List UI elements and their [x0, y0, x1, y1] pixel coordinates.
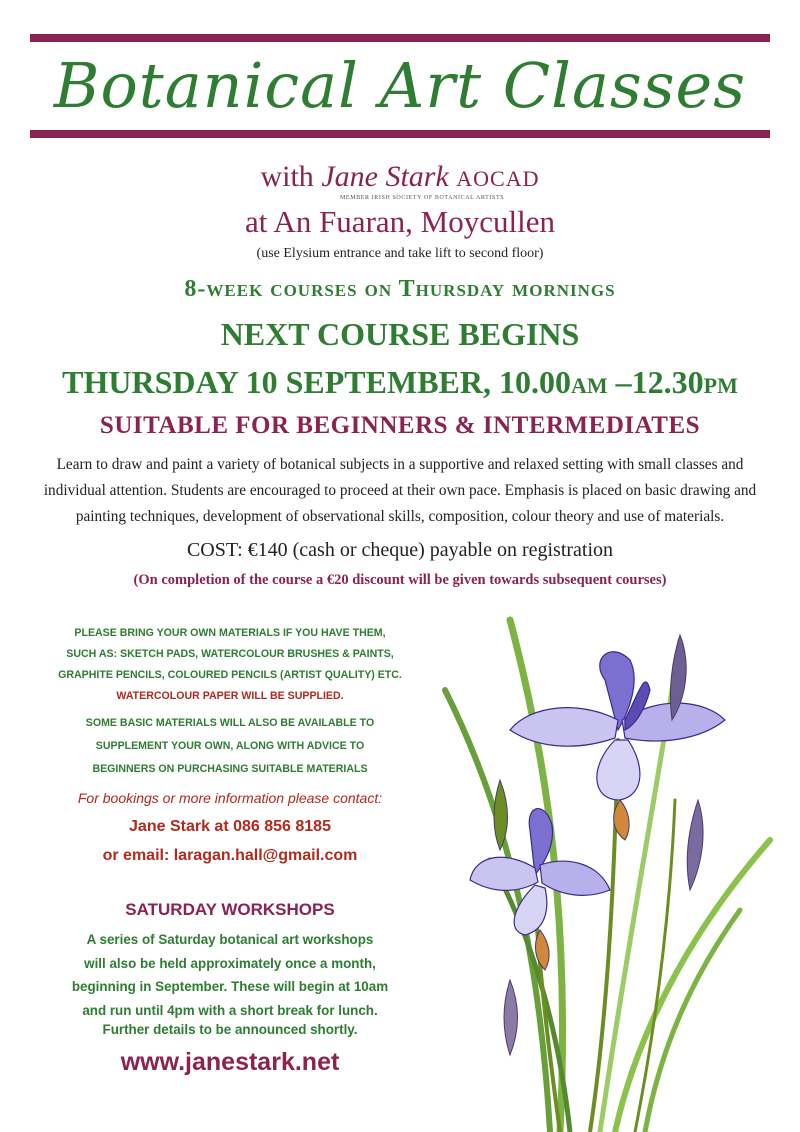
materials-line: SOME BASIC MATERIALS WILL ALSO BE AVAILABLE TO — [85, 717, 375, 729]
venue: at An Fuaran, Moycullen — [245, 204, 555, 239]
saturday-heading: SATURDAY WORKSHOPS — [125, 900, 335, 919]
contact-email[interactable]: or email: laragan.hall@gmail.com — [102, 847, 358, 864]
course-length: 8-week courses on Thursday mornings — [184, 276, 616, 302]
discount-note: (On completion of the course a €20 discount will be given towards subsequent courses) — [133, 572, 667, 588]
iris-illustration — [440, 600, 790, 1132]
saturday-body — [20, 928, 440, 1022]
next-course-heading: NEXT COURSE BEGINS — [220, 316, 580, 352]
teacher-suffix: AOCAD — [456, 166, 540, 191]
pm-label: PM — [703, 373, 738, 398]
materials-line: BEGINNERS ON PURCHASING SUITABLE MATERIALS — [92, 763, 368, 775]
entrance-note: (use Elysium entrance and take lift to second floor) — [256, 246, 544, 261]
course-description: Learn to draw and paint a variety of botanical subjects in a supportive and relaxed setting with small classes and individual attention. Students are encouraged to proceed at their own pace. Emphasis is placed on basic drawing and painting techniques, development of observational skills, composition, colour theory and use of materials. — [43, 456, 757, 525]
iris-flower-lower — [470, 809, 610, 935]
start-date-text: THURSDAY 10 SEPTEMBER, 10.00 — [62, 364, 571, 400]
saturday-line: A series of Saturday botanical art workshops — [86, 932, 374, 947]
cost: COST: €140 (cash or cheque) payable on registration — [186, 539, 614, 561]
website-link[interactable]: www.janestark.net — [120, 1048, 340, 1076]
start-date — [0, 364, 800, 401]
with-label: with — [260, 160, 314, 193]
saturday-line: and run until 4pm with a short break for lunch. — [82, 1002, 378, 1018]
materials-line: SUCH AS: SKETCH PADS, WATERCOLOUR BRUSHES & PAINTS, — [66, 648, 394, 660]
suitable-heading: SUITABLE FOR BEGINNERS & INTERMEDIATES — [99, 412, 701, 439]
materials-line: SUPPLEMENT YOUR OWN, ALONG WITH ADVICE TO — [95, 740, 365, 752]
saturday-line: will also be held approximately once a month, — [84, 955, 376, 971]
end-time: –12.30 — [607, 364, 704, 400]
membership-note: MEMBER IRISH SOCIETY OF BOTANICAL ARTISTS — [340, 195, 505, 201]
materials-line: GRAPHITE PENCILS, COLOURED PENCILS (ARTIST QUALITY) ETC. — [58, 669, 402, 681]
bottom-rule — [30, 130, 770, 138]
contact-phone[interactable]: Jane Stark at 086 856 8185 — [129, 818, 331, 835]
materials-line: PLEASE BRING YOUR OWN MATERIALS IF YOU HAVE THEM, — [74, 627, 386, 639]
materials-basic — [20, 712, 440, 781]
top-rule — [30, 34, 770, 42]
saturday-line: beginning in September. These will begin at 10am — [71, 979, 389, 994]
teacher-line — [0, 160, 800, 194]
further-details: Further details to be announced shortly. — [102, 1022, 358, 1037]
am-label: AM — [570, 373, 608, 398]
page-title: Botanical Art Classes — [53, 49, 747, 122]
contact-prompt: For bookings or more information please contact: — [77, 790, 383, 806]
paper-supplied: WATERCOLOUR PAPER WILL BE SUPPLIED. — [116, 690, 344, 702]
materials-bring — [20, 623, 440, 686]
teacher-name: Jane Stark — [321, 160, 449, 193]
